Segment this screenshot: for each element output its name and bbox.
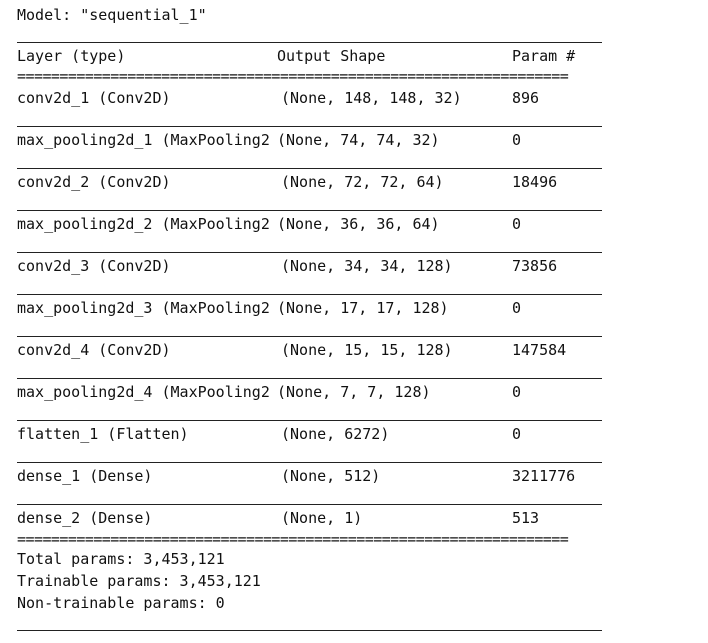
table-row — [0, 383, 708, 403]
row-separator — [17, 420, 602, 421]
row-separator — [17, 378, 602, 379]
layer-name-cell: conv2d_2 (Conv2D) — [17, 173, 171, 191]
bottom-rule — [17, 630, 602, 631]
param-count-cell: 513 — [512, 509, 540, 527]
param-count-cell: 73856 — [512, 257, 558, 275]
param-count-cell: 0 — [512, 425, 522, 443]
table-row — [0, 299, 708, 319]
output-shape-cell: (None, 74, 74, 32) — [277, 131, 440, 149]
layer-name-cell: conv2d_4 (Conv2D) — [17, 341, 171, 359]
table-row — [0, 509, 708, 529]
top-rule — [17, 42, 602, 43]
layer-name-cell: flatten_1 (Flatten) — [17, 425, 189, 443]
table-row — [0, 425, 708, 445]
table-row — [0, 215, 708, 235]
row-separator — [17, 504, 602, 505]
model-title: Model: "sequential_1" — [17, 6, 207, 24]
table-row — [0, 257, 708, 277]
param-count-cell: 0 — [512, 131, 522, 149]
row-separator — [17, 462, 602, 463]
table-header — [0, 47, 708, 67]
layer-name-cell: conv2d_1 (Conv2D) — [17, 89, 171, 107]
param-count-cell: 0 — [512, 299, 522, 317]
layer-name-cell: max_pooling2d_3 (MaxPooling2 — [17, 299, 270, 317]
param-count-cell: 0 — [512, 383, 522, 401]
row-separator — [17, 336, 602, 337]
param-column-header: Param # — [512, 47, 576, 65]
row-separator — [17, 210, 602, 211]
layer-name-cell: dense_1 (Dense) — [17, 467, 153, 485]
output-shape-cell: (None, 17, 17, 128) — [277, 299, 449, 317]
row-separator — [17, 294, 602, 295]
output-shape-cell: (None, 72, 72, 64) — [281, 173, 444, 191]
output-shape-cell: (None, 512) — [281, 467, 381, 485]
trainable-params: Trainable params: 3,453,121 — [17, 572, 261, 590]
output-shape-cell: (None, 148, 148, 32) — [281, 89, 462, 107]
table-row — [0, 131, 708, 151]
row-separator — [17, 252, 602, 253]
output-shape-column-header: Output Shape — [277, 47, 386, 65]
footer-double-rule: ================================================================= — [17, 533, 569, 545]
header-double-rule: ================================================================= — [17, 70, 569, 82]
output-shape-cell: (None, 7, 7, 128) — [277, 383, 431, 401]
param-count-cell: 18496 — [512, 173, 558, 191]
layer-name-cell: max_pooling2d_2 (MaxPooling2 — [17, 215, 270, 233]
total-params: Total params: 3,453,121 — [17, 550, 225, 568]
param-count-cell: 896 — [512, 89, 540, 107]
non-trainable-params: Non-trainable params: 0 — [17, 594, 225, 612]
layer-name-cell: max_pooling2d_4 (MaxPooling2 — [17, 383, 270, 401]
layer-name-cell: conv2d_3 (Conv2D) — [17, 257, 171, 275]
param-count-cell: 3211776 — [512, 467, 576, 485]
output-shape-cell: (None, 34, 34, 128) — [281, 257, 453, 275]
output-shape-cell: (None, 6272) — [281, 425, 390, 443]
table-row — [0, 341, 708, 361]
table-row — [0, 467, 708, 487]
table-row — [0, 173, 708, 193]
layer-name-cell: dense_2 (Dense) — [17, 509, 153, 527]
layer-name-cell: max_pooling2d_1 (MaxPooling2 — [17, 131, 270, 149]
table-row — [0, 89, 708, 109]
output-shape-cell: (None, 1) — [281, 509, 363, 527]
row-separator — [17, 126, 602, 127]
param-count-cell: 147584 — [512, 341, 567, 359]
param-count-cell: 0 — [512, 215, 522, 233]
output-shape-cell: (None, 36, 36, 64) — [277, 215, 440, 233]
layer-column-header: Layer (type) — [17, 47, 126, 65]
row-separator — [17, 168, 602, 169]
output-shape-cell: (None, 15, 15, 128) — [281, 341, 453, 359]
